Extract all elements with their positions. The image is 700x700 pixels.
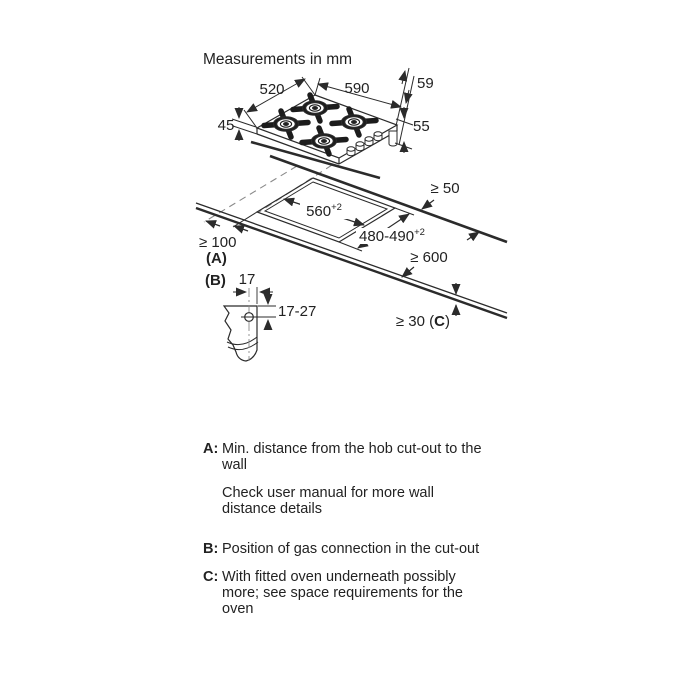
diagram-title: Measurements in mm [203, 51, 353, 68]
detail-b-drawing [224, 287, 276, 361]
legend-item-b [203, 541, 495, 557]
legend [203, 441, 495, 617]
dim-45: 45 [217, 117, 235, 134]
dim-lines-59-55 [395, 68, 414, 153]
dim-520: 520 [259, 81, 285, 98]
dim-ge600: ≥ 600 [410, 249, 448, 266]
control-knob [356, 142, 364, 151]
control-knob [365, 137, 373, 146]
legend-text: With fitted oven underneath possibly [222, 569, 456, 585]
dim-17-27: 17-27 [278, 303, 317, 320]
legend-item-c [203, 569, 495, 617]
legend-key-spacer [203, 485, 222, 517]
dim-480-490: $480-490^{+2}$ [359, 227, 425, 245]
dim-59: 59 [417, 75, 434, 92]
legend-item-a-note [203, 485, 495, 517]
worktop-front-edge-top [196, 203, 507, 313]
dim-ge50: ≥ 50 [430, 180, 460, 197]
legend-key-c: C: [203, 569, 219, 585]
legend-text: Check user manual for more wall [222, 485, 434, 501]
legend-key-a: A: [203, 441, 219, 457]
legend-item-a [203, 441, 495, 473]
legend-key-b: B: [203, 541, 219, 557]
dim-ge100: ≥ 100 [199, 234, 237, 251]
control-knob [374, 132, 382, 141]
legend-text: distance details [222, 501, 322, 517]
dim-590: 590 [344, 80, 370, 97]
dim-560: $560^{+2}$ [306, 202, 342, 220]
dim-17: 17 [238, 271, 256, 288]
legend-text: more; see space requirements for the [222, 585, 463, 601]
control-knob [347, 147, 355, 156]
ref-a: (A) [206, 250, 227, 267]
legend-text: oven [222, 601, 254, 617]
dim-ge30: ≥ 30 (C) [395, 313, 450, 330]
dim-55: 55 [413, 118, 430, 135]
legend-text: wall [222, 457, 247, 473]
ref-b: (B) [205, 272, 226, 289]
legend-text: Position of gas connection in the cut-out [222, 541, 480, 557]
worktop-cutout-drawing [196, 156, 507, 318]
dim-lines-45 [232, 107, 257, 141]
legend-text: Min. distance from the hob cut-out to the [222, 441, 482, 457]
